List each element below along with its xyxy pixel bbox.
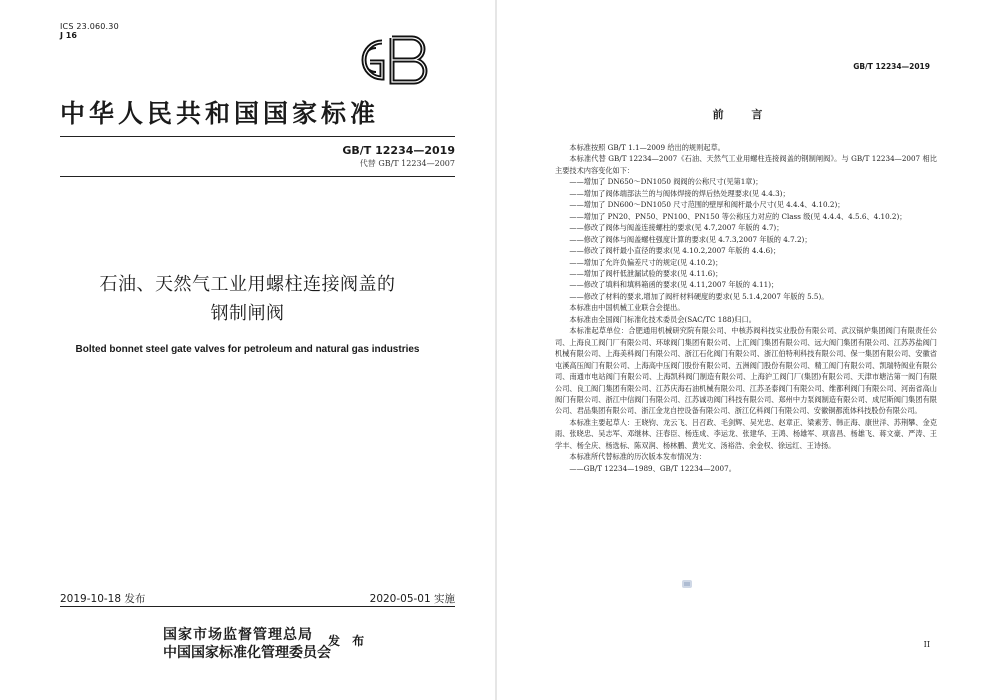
ics-code: ICS 23.060.30 (60, 22, 119, 31)
issuer-samr: 国家市场监督管理总局 (163, 627, 313, 643)
issue-date: 2019-10-18 发布 (60, 593, 146, 605)
foreword-title: 前 言 (712, 108, 775, 121)
issuer-sac: 中国国家标准化管理委员会 (163, 645, 331, 661)
scan-mark-icon (681, 578, 693, 590)
list-item: ——修改了阀杆最小直径的要求(见 4.10.2,2007 年版的 4.4.6)； (569, 246, 781, 256)
footer-rule (60, 606, 455, 607)
list-item: ——修改了材料的要求,增加了阀杆材料硬度的要求(见 5.1.4,2007 年版的 5.5)。 (569, 291, 829, 301)
paragraph: 本标准由中国机械工业联合会提出。 (569, 303, 685, 313)
standard-number: GB/T 12234—2019 (342, 144, 455, 157)
drafters: 本标准主要起草人：王晓钧、龙云飞、吕召政、毛剑辉、吴光忠、赵章正、梁素芳、韩正海、康世洋、苏荆攀、金克雨、张晓忠、吴志军、邓继林、汪春臣、杨连成、李运龙、张建华、王鸿、杨雄军、项喜昌、杨雄飞、蒋文豪、严涛、王学丰、杨全庆、杨选标、陈双润、杨林鹏、黄光文、汤裕浩、余金权、徐远红、王诗扬。 (555, 417, 937, 450)
list-item: ——增加了 DN650～DN1050 阀阀的公称尺寸(见第1章)； (569, 177, 763, 187)
paragraph: 本标准所代替标准的历次版本发布情况为： (569, 452, 706, 462)
list-item: ——修改了阀体与阀盖螺柱强度计算的要求(见 4.7.3,2007 年版的 4.7.2)； (569, 234, 812, 244)
page-number: II (923, 640, 930, 649)
list-item: ——修改了填料和填料箱函的要求(见 4.11,2007 年版的 4.11)； (569, 280, 779, 290)
standard-title-line1: 石油、天然气工业用螺柱连接阀盖的 (99, 274, 396, 295)
list-item: ——修改了阀体与阀盖连接螺柱的要求(见 4.7,2007 年版的 4.7)； (569, 223, 784, 233)
paragraph: 本标准代替 GB/T 12234—2007《石油、天然气工业用螺柱连接阀盖的钢制闸阀》。与 GB/T 12234—2007 相比主要技术内容变化如下： (555, 154, 937, 175)
publish-label: 发 布 (328, 634, 369, 648)
gb-logo-icon (340, 28, 436, 92)
list-item: ——GB/T 12234—1989、GB/T 12234—2007。 (569, 463, 736, 473)
paragraph: 本标准由全国阀门标准化技术委员会(SAC/TC 188)归口。 (569, 314, 756, 324)
list-item: ——增加了允许负偏差尺寸的规定(见 4.10.2)； (569, 257, 723, 267)
list-item: ——增加了阀杆低泄漏试验的要求(见 4.11.6)； (569, 268, 723, 278)
standard-title-line2: 钢制闸阀 (210, 303, 285, 324)
implement-date: 2020-05-01 实施 (369, 593, 455, 605)
foreword-body (555, 142, 937, 474)
replaces-standard: 代替 GB/T 12234—2007 (359, 159, 455, 168)
foreword-page (497, 0, 990, 700)
drafting-units: 本标准起草单位：合肥通用机械研究院有限公司、中核苏阀科技实业股份有限公司、武汉锅炉集团阀门有限责任公司、上海良工阀门厂有限公司、环球阀门集团有限公司、上汇阀门集团有限公司、远大阀门集团有限公司、江苏苏盐阀门机械有限公司、上海美科阀门有限公司、浙江石化阀门有限公司、浙江伯特利科技有限公司、保一集团有限公司、安徽省屯溪高压阀门有限公司、上海高中压阀门股份有限公司、五洲阀门股份有限公司、精工阀门有限公司、凯瑞特阀业有限公司、南通市电站阀门有限公司、上海凯科阀门制造有限公司、上海沪工阀门厂(集团)有限公司、天津市塘沽第一阀门有限公司、良工阀门集团有限公司、江苏庆海石油机械有限公司、江苏圣泰阀门有限公司、维都利阀门有限公司、河南省高山阀门有限公司、浙江中信阀门有限公司、江苏诚功阀门科技有限公司、郑州中力泵阀制造有限公司、成尼斯阀门集团有限公司、君品集团有限公司、浙江金龙自控设备有限公司、浙江亿科阀门有限公司、安徽铜都流体科技股份有限公司。 (555, 326, 937, 416)
national-standard-title: 中华人民共和国国家标准 (60, 99, 380, 128)
english-title: Bolted bonnet steel gate valves for petroleum and natural gas industries (75, 344, 420, 355)
list-item: ——增加了 DN600～DN1050 尺寸范围的壁厚和阀杆最小尺寸(见 4.4.4、4.10.2)； (569, 200, 845, 210)
ccs-code: J 16 (60, 31, 77, 40)
header-rule (60, 136, 455, 137)
list-item: ——增加了阀体端部法兰的与阀体焊接的焊后热处理要求(见 4.4.3)； (569, 188, 790, 198)
running-head: GB/T 12234—2019 (853, 62, 930, 71)
number-rule (60, 176, 455, 177)
list-item: ——增加了 PN20、PN50、PN100、PN150 等公称压力对应的 Class 级(见 4.4.4、4.5.6、4.10.2)； (569, 211, 907, 221)
paragraph: 本标准按照 GB/T 1.1—2009 给出的规则起草。 (569, 143, 725, 152)
